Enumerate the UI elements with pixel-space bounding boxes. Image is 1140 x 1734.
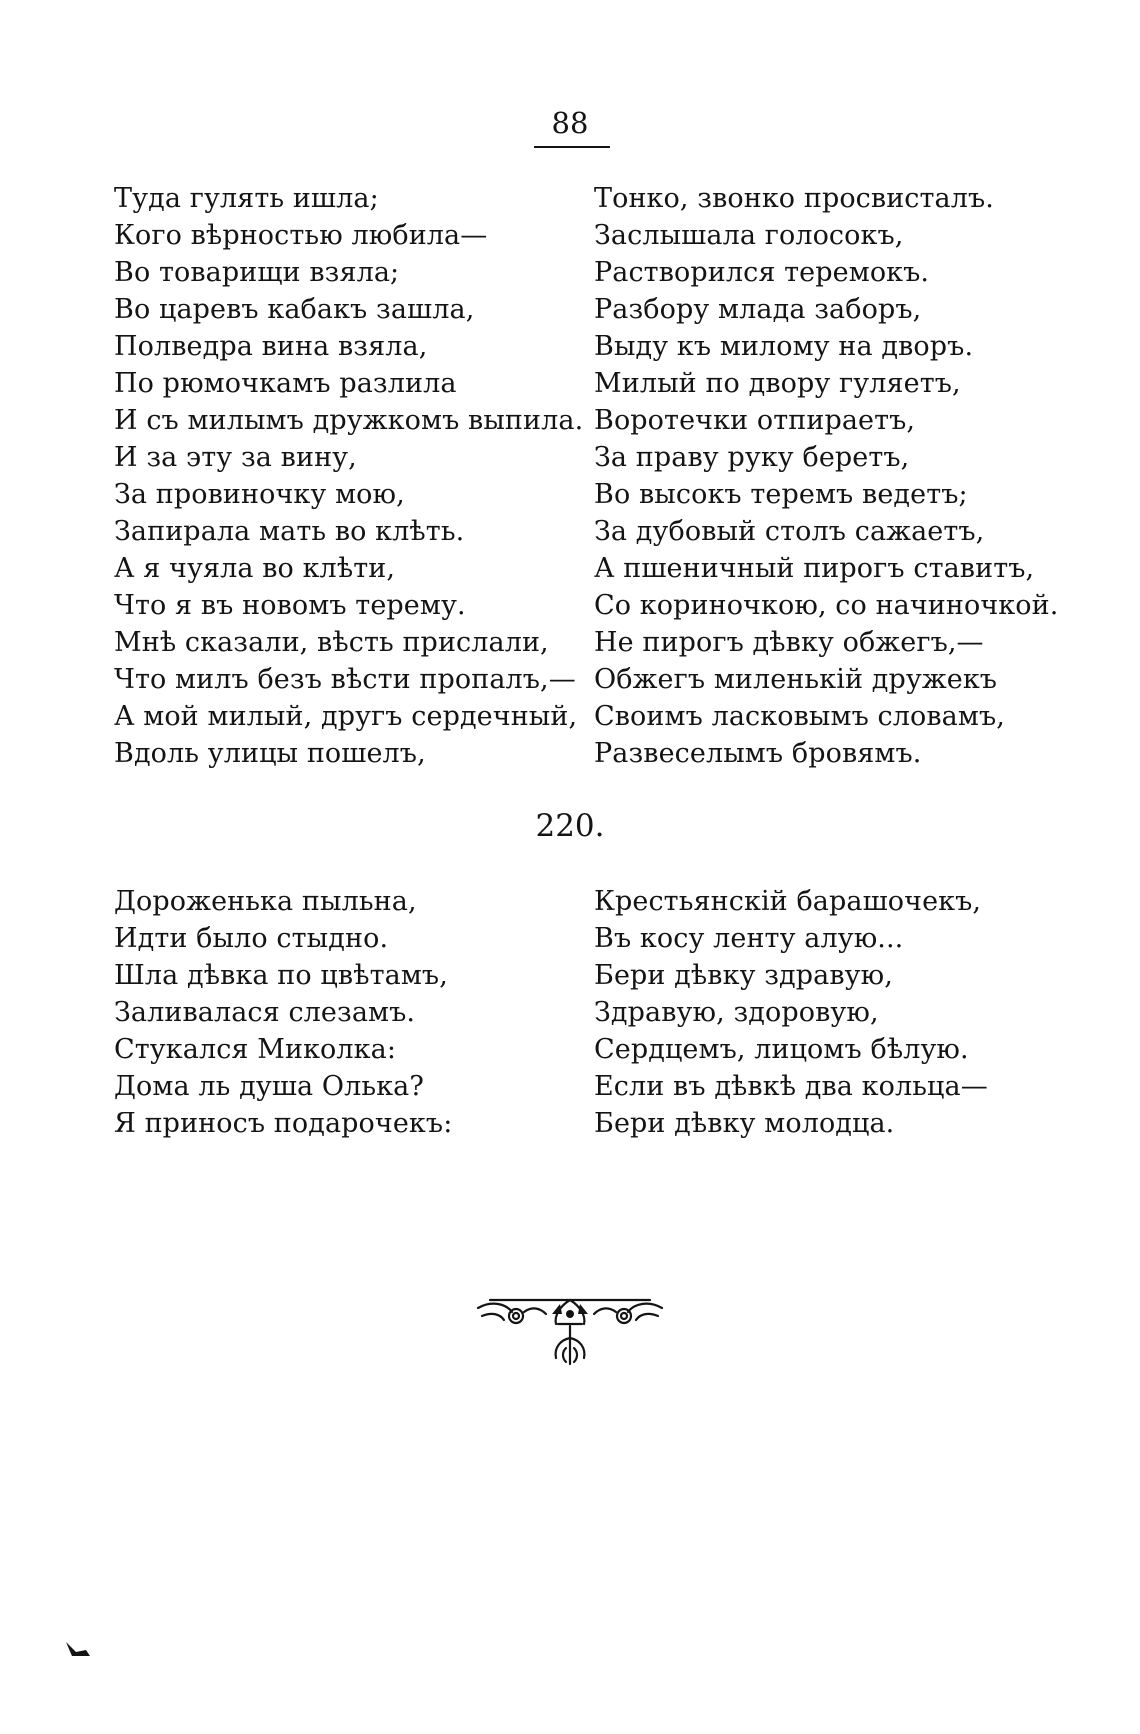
verse-line: Крестьянскій барашочекъ, xyxy=(594,886,982,917)
verse-line: Кого вѣрностью любила— xyxy=(114,220,488,251)
verse-line: За провиночку мою, xyxy=(114,479,405,510)
page-number: 88 xyxy=(551,106,589,140)
poem-left-column xyxy=(114,180,583,772)
verse-line: Бери дѣвку молодца. xyxy=(594,1108,895,1139)
verse-line: Заслышала голосокъ, xyxy=(594,220,904,251)
verse-line: Идти было стыдно. xyxy=(114,923,389,954)
verse-line: А пшеничный пирогъ ставитъ, xyxy=(594,553,1035,584)
verse-line: Стукался Миколка: xyxy=(114,1034,397,1065)
verse-line: А мой милый, другъ сердечный, xyxy=(114,701,578,732)
verse-line: Если въ дѣвкѣ два кольца— xyxy=(594,1071,988,1102)
fleuron-ornament-icon xyxy=(470,1290,670,1370)
verse-line: Заливалася слезамъ. xyxy=(114,997,416,1028)
verse-line: Что милъ безъ вѣсти пропалъ,— xyxy=(114,664,576,695)
verse-line: Во высокъ теремъ ведетъ; xyxy=(594,479,968,510)
verse-line: Развеселымъ бровямъ. xyxy=(594,738,922,769)
verse-line: За праву руку беретъ, xyxy=(594,442,910,473)
verse-line: Не пирогъ дѣвку обжегъ,— xyxy=(594,627,984,658)
song-number: 220. xyxy=(535,808,605,844)
verse-line: Дороженька пыльна, xyxy=(114,886,417,917)
song-left-column xyxy=(114,883,452,1142)
verse-line: Туда гулять ишла; xyxy=(114,183,379,214)
verse-line: А я чуяла во клѣти, xyxy=(114,553,396,584)
verse-line: Что я въ новомъ терему. xyxy=(114,590,466,621)
verse-line: Здравую, здоровую, xyxy=(594,997,879,1028)
song-right-column xyxy=(594,883,988,1142)
corner-arrow-icon xyxy=(64,1640,92,1660)
verse-line: Выду къ милому на дворъ. xyxy=(594,331,974,362)
verse-line: Полведра вина взяла, xyxy=(114,331,428,362)
verse-line: И за эту за вину, xyxy=(114,442,357,473)
verse-line: Растворился теремокъ. xyxy=(594,257,930,288)
poem-right-column xyxy=(594,180,1058,772)
verse-line: Вдоль улицы пошелъ, xyxy=(114,738,426,769)
verse-line: Воротечки отпираетъ, xyxy=(594,405,916,436)
verse-line: За дубовый столъ сажаетъ, xyxy=(594,516,985,547)
verse-line: Со кориночкою, со начиночкой. xyxy=(594,590,1059,621)
verse-line: Я приносъ подарочекъ: xyxy=(114,1108,453,1139)
verse-line: Во товарищи взяла; xyxy=(114,257,400,288)
verse-line: И съ милымъ дружкомъ выпила. xyxy=(114,405,584,436)
verse-line: Тонко, звонко просвисталъ. xyxy=(594,183,994,214)
verse-line: Во царевъ кабакъ зашла, xyxy=(114,294,475,325)
verse-line: Въ косу ленту алую... xyxy=(594,923,904,954)
verse-line: Дома ль душа Олька? xyxy=(114,1071,424,1102)
page-number-underline xyxy=(534,146,610,148)
verse-line: Мнѣ сказали, вѣсть прислали, xyxy=(114,627,549,658)
verse-line: Запирала мать во клѣть. xyxy=(114,516,465,547)
verse-line: Обжегъ миленькій дружекъ xyxy=(594,664,998,695)
verse-line: Бери дѣвку здравую, xyxy=(594,960,893,991)
verse-line: Своимъ ласковымъ словамъ, xyxy=(594,701,1005,732)
verse-line: Разбору млада заборъ, xyxy=(594,294,922,325)
verse-line: Шла дѣвка по цвѣтамъ, xyxy=(114,960,448,991)
verse-line: Милый по двору гуляетъ, xyxy=(594,368,961,399)
verse-line: По рюмочкамъ разлила xyxy=(114,368,457,399)
verse-line: Сердцемъ, лицомъ бѣлую. xyxy=(594,1034,969,1065)
